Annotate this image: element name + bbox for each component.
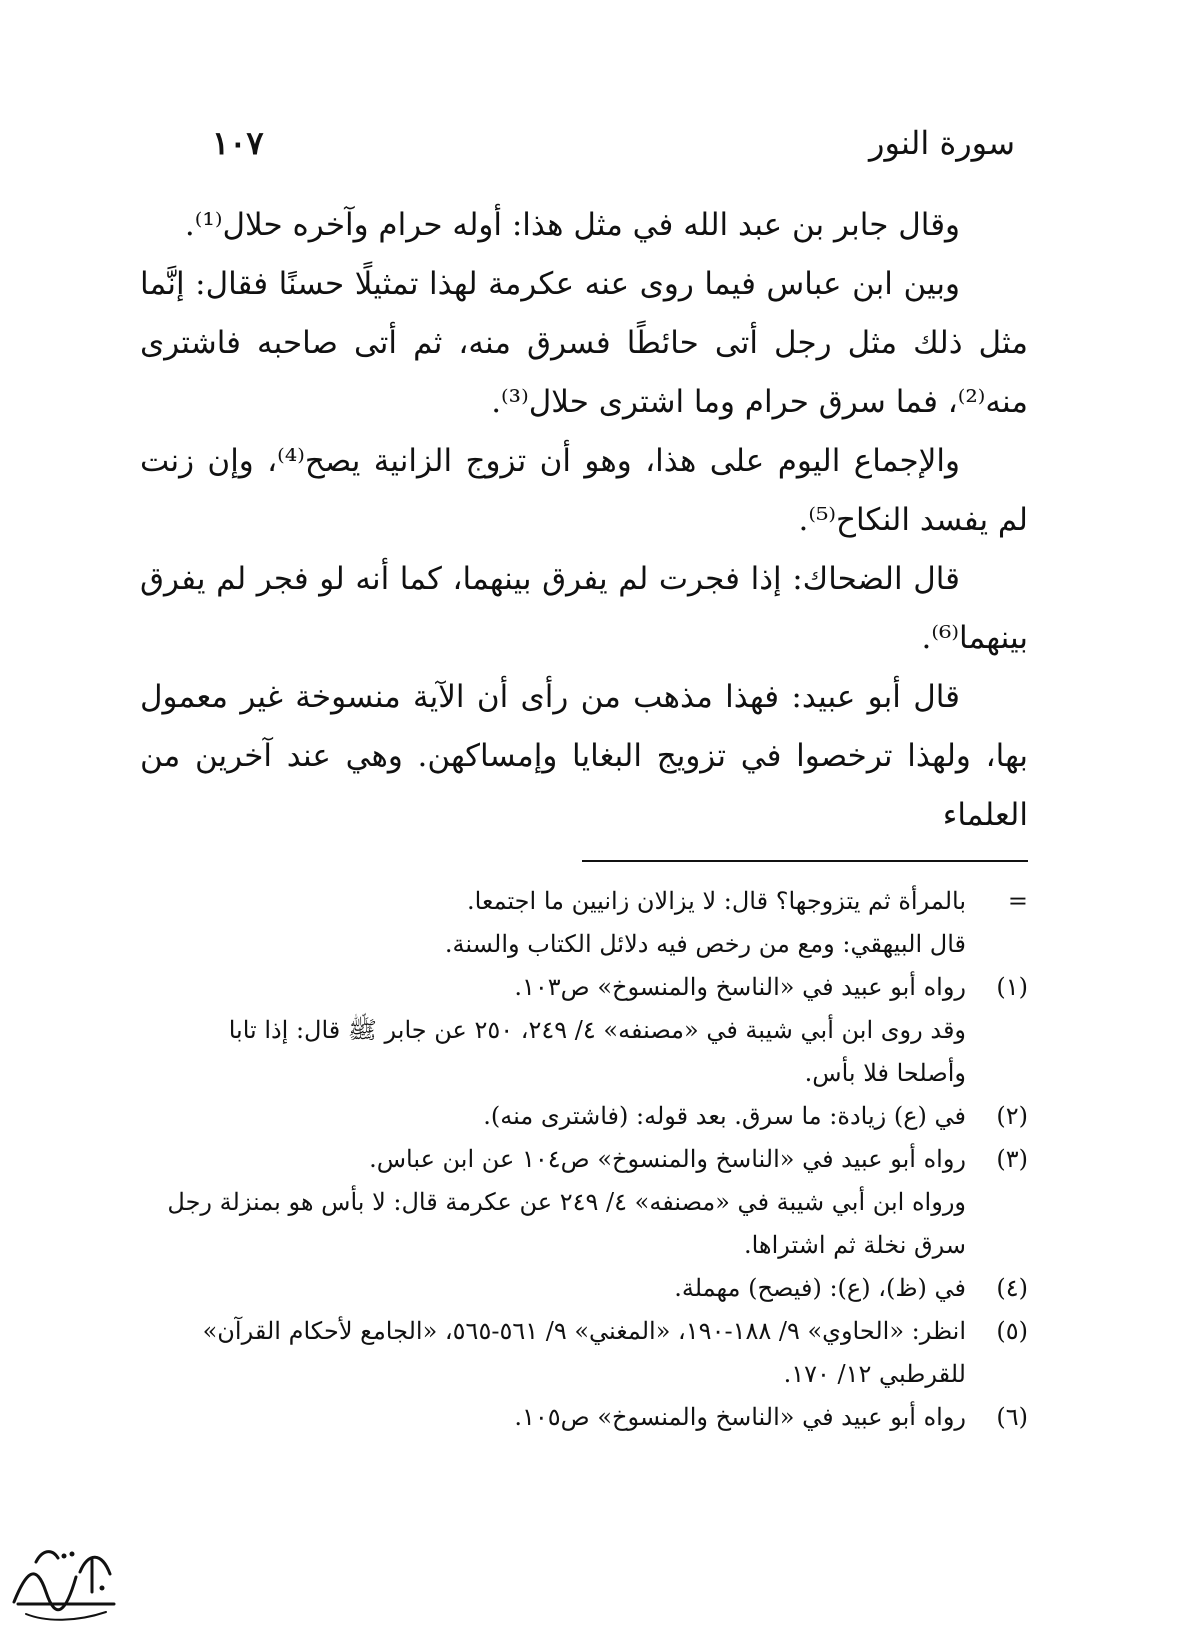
footnote-continuation [160, 880, 1028, 966]
footnote-text [160, 1138, 966, 1267]
page-header [200, 118, 1015, 168]
footnote-text [160, 1396, 966, 1439]
page-number: ١٠٧ [212, 124, 264, 162]
footnote-number: (٦) [996, 1403, 1028, 1431]
sura-title: سورة النور [868, 124, 1015, 162]
footnote-number: (١) [996, 973, 1028, 1001]
calligraphy-logo-icon [6, 1532, 126, 1632]
footnote-line: في (ظ)، (ع): (فيصح) مهملة. [674, 1274, 966, 1302]
footnote-line: بالمرأة ثم يتزوجها؟ قال: لا يزالان زانيين ما اجتمعا. [467, 887, 966, 915]
footnote-number: (٤) [996, 1274, 1028, 1302]
footnote-6 [160, 1396, 1028, 1439]
footnote-line: رواه أبو عبيد في «الناسخ والمنسوخ» ص١٠٥. [514, 1403, 966, 1431]
footnote-line: ورواه ابن أبي شيبة في «مصنفه» ٤/ ٢٤٩ عن عكرمة قال: لا بأس هو بمنزلة رجل سرق نخلة ثم اشتراها. [167, 1188, 966, 1259]
footnote-line: رواه أبو عبيد في «الناسخ والمنسوخ» ص١٠٤ عن ابن عباس. [369, 1145, 966, 1173]
footnote-number: (٣) [996, 1145, 1028, 1173]
footnote-number: (٢) [996, 1102, 1028, 1130]
footnote-line: في (ع) زيادة: ما سرق. بعد قوله: (فاشترى منه). [483, 1102, 966, 1130]
footnote-text [160, 966, 966, 1095]
footnote-text [160, 1267, 966, 1310]
footnote-line: رواه أبو عبيد في «الناسخ والمنسوخ» ص١٠٣. [514, 973, 966, 1001]
paragraph: وقال جابر بن عبد الله في مثل هذا: أوله حرام وآخره حلال⁽¹⁾. [184, 207, 960, 243]
footnote-line: قال البيهقي: ومع من رخص فيه دلائل الكتاب والسنة. [444, 930, 966, 958]
main-text [140, 196, 1028, 845]
footnote-3 [160, 1138, 1028, 1267]
paragraph: وبين ابن عباس فيما روى عنه عكرمة لهذا تمثيلًا حسنًا فقال: إنَّما مثل ذلك مثل رجل أتى حائطًا فسرق منه، ثم أتى صاحبه فاشترى منه⁽²⁾، فما سرق حرام وما اشترى حلال⁽³⁾. [140, 266, 1028, 420]
footnote-text [160, 880, 966, 966]
footnote-line: وقد روى ابن أبي شيبة في «مصنفه» ٤/ ٢٤٩، ٢٥٠ عن جابر ﷺ قال: إذا تابا وأصلحا فلا بأس. [228, 1016, 966, 1087]
footnotes [160, 880, 1028, 1439]
calligraphy-logo-icon [6, 1532, 126, 1632]
footnote-text [160, 1095, 966, 1138]
footnote-number: = [1007, 887, 1028, 915]
footnote-divider [582, 860, 1028, 862]
footnote-number: (٥) [996, 1317, 1028, 1345]
paragraph: قال أبو عبيد: فهذا مذهب من رأى أن الآية منسوخة غير معمول بها، ولهذا ترخصوا في تزويج البغايا وإمساكهن. وهي عند آخرين من العلماء [140, 679, 1028, 833]
footnote-5 [160, 1310, 1028, 1396]
footnote-line: انظر: «الحاوي» ٩/ ١٨٨-١٩٠، «المغني» ٩/ ٥٦١-٥٦٥، «الجامع لأحكام القرآن» للقرطبي ١٢/ ١٧٠. [202, 1317, 966, 1388]
footnote-text [160, 1310, 966, 1396]
footnote-1 [160, 966, 1028, 1095]
paragraph: قال الضحاك: إذا فجرت لم يفرق بينهما، كما أنه لو فجر لم يفرق بينهما⁽⁶⁾. [140, 561, 1028, 656]
paragraph: والإجماع اليوم على هذا، وهو أن تزوج الزانية يصح⁽⁴⁾، وإن زنت لم يفسد النكاح⁽⁵⁾. [140, 443, 1028, 538]
footnote-2 [160, 1095, 1028, 1138]
footnote-4 [160, 1267, 1028, 1310]
